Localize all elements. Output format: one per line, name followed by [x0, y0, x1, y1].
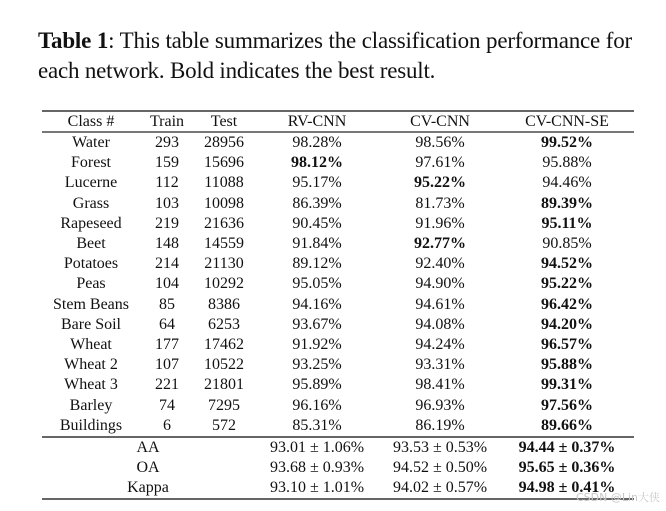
cv-cnn-cell: 94.02 ± 0.57%: [392, 479, 488, 497]
header-cv-cnn-se: CV-CNN-SE: [525, 113, 609, 130]
cv-cnn-cell: 93.53 ± 0.53%: [392, 438, 488, 456]
cv-cnn-cell: 95.22%: [414, 174, 466, 192]
rv-cnn-cell: 86.39%: [292, 194, 342, 212]
cv-cnn-se-cell: 89.39%: [541, 194, 593, 212]
cv-cnn-se-cell: 89.66%: [541, 416, 593, 434]
test-cell: 28956: [204, 134, 244, 152]
test-cell: 15696: [204, 154, 244, 172]
cv-cnn-se-cell: 99.52%: [541, 134, 593, 152]
results-table: [42, 110, 634, 500]
header-class: Class #: [67, 113, 115, 130]
table-row: [42, 355, 634, 375]
class-cell: Bare Soil: [61, 315, 121, 333]
cv-cnn-se-cell: 94.20%: [541, 315, 593, 333]
class-cell: Wheat 3: [64, 376, 118, 394]
summary-row: [42, 437, 634, 458]
table-row: [42, 295, 634, 315]
test-cell: 8386: [208, 295, 240, 313]
rv-cnn-cell: 93.01 ± 1.06%: [269, 438, 365, 456]
rv-cnn-cell: 91.84%: [292, 235, 342, 253]
train-cell: 221: [155, 376, 179, 394]
table-row: [42, 375, 634, 395]
class-cell: Barley: [69, 396, 113, 414]
cv-cnn-se-cell: 90.85%: [542, 235, 592, 253]
cv-cnn-cell: 96.93%: [415, 396, 465, 414]
table-row: [42, 274, 634, 294]
cv-cnn-se-cell: 95.65 ± 0.36%: [518, 459, 616, 477]
test-cell: 14559: [204, 235, 244, 253]
watermark: CSDN @Lin大侠: [575, 491, 660, 504]
train-cell: 293: [155, 134, 179, 152]
cv-cnn-se-cell: 96.57%: [541, 335, 593, 353]
cv-cnn-se-cell: 96.42%: [541, 295, 593, 313]
class-rows: [42, 132, 634, 437]
cv-cnn-cell: 86.19%: [415, 416, 465, 434]
rv-cnn-cell: 98.28%: [292, 134, 342, 152]
cv-cnn-se-cell: 94.98 ± 0.41%: [518, 479, 616, 497]
class-cell: Grass: [72, 194, 110, 212]
table-caption: [38, 26, 632, 86]
table-row: [42, 395, 634, 415]
cv-cnn-se-cell: 99.31%: [541, 376, 593, 394]
rv-cnn-cell: 93.10 ± 1.01%: [269, 479, 365, 497]
rv-cnn-cell: 85.31%: [292, 416, 342, 434]
table-row: [42, 173, 634, 193]
train-cell: 112: [155, 174, 179, 192]
class-cell: Lucerne: [64, 174, 118, 192]
test-cell: 11088: [204, 174, 244, 192]
rv-cnn-cell: 90.45%: [292, 214, 342, 232]
train-cell: 177: [155, 335, 179, 353]
summary-rows: [42, 437, 634, 500]
cv-cnn-se-cell: 94.52%: [541, 255, 593, 273]
header-row: [42, 111, 634, 132]
metric-cell: AA: [136, 438, 160, 456]
caption-text: : This table summarizes the classification performance for each network. Bold indicates the best result.: [38, 28, 632, 83]
rv-cnn-cell: 93.25%: [292, 356, 342, 374]
test-cell: 17462: [204, 335, 244, 353]
train-cell: 6: [163, 416, 171, 434]
class-cell: Forest: [71, 154, 111, 172]
train-cell: 148: [155, 235, 179, 253]
rv-cnn-cell: 96.16%: [292, 396, 342, 414]
class-cell: Buildings: [59, 416, 123, 434]
header-test: Test: [210, 113, 238, 130]
cv-cnn-cell: 94.61%: [415, 295, 465, 313]
test-cell: 21801: [204, 376, 244, 394]
table-row: [42, 194, 634, 214]
class-cell: Wheat: [70, 335, 112, 353]
cv-cnn-se-cell: 94.46%: [542, 174, 592, 192]
cv-cnn-se-cell: 97.56%: [541, 396, 593, 414]
cv-cnn-cell: 94.24%: [415, 335, 465, 353]
rv-cnn-cell: 93.68 ± 0.93%: [269, 459, 365, 477]
class-cell: Rapeseed: [60, 214, 122, 232]
train-cell: 214: [155, 255, 179, 273]
test-cell: 7295: [208, 396, 240, 414]
table-row: [42, 132, 634, 153]
rv-cnn-cell: 98.12%: [291, 154, 343, 172]
test-cell: 10098: [204, 194, 244, 212]
train-cell: 219: [155, 214, 179, 232]
train-cell: 64: [159, 315, 175, 333]
cv-cnn-cell: 97.61%: [415, 154, 465, 172]
cv-cnn-cell: 92.77%: [414, 235, 466, 253]
cv-cnn-se-cell: 95.22%: [541, 275, 593, 293]
cv-cnn-cell: 92.40%: [415, 255, 465, 273]
cv-cnn-cell: 94.52 ± 0.50%: [392, 459, 488, 477]
table-row: [42, 153, 634, 173]
test-cell: 21130: [204, 255, 244, 273]
cv-cnn-se-cell: 95.11%: [541, 214, 593, 232]
rv-cnn-cell: 95.17%: [292, 174, 342, 192]
class-cell: Beet: [76, 235, 106, 253]
table-row: [42, 254, 634, 274]
train-cell: 107: [155, 356, 179, 374]
test-cell: 10292: [204, 275, 244, 293]
cv-cnn-cell: 98.41%: [415, 376, 465, 394]
cv-cnn-se-cell: 94.44 ± 0.37%: [518, 438, 616, 456]
rv-cnn-cell: 94.16%: [292, 295, 342, 313]
test-cell: 10522: [204, 356, 244, 374]
class-cell: Water: [72, 134, 110, 152]
rv-cnn-cell: 91.92%: [292, 335, 342, 353]
train-cell: 85: [159, 295, 175, 313]
rv-cnn-cell: 93.67%: [292, 315, 342, 333]
cv-cnn-cell: 98.56%: [415, 134, 465, 152]
cv-cnn-se-cell: 95.88%: [542, 154, 592, 172]
cv-cnn-cell: 94.90%: [415, 275, 465, 293]
test-cell: 572: [212, 416, 236, 434]
table-row: [42, 315, 634, 335]
test-cell: 21636: [204, 214, 244, 232]
table-row: [42, 335, 634, 355]
test-cell: 6253: [208, 315, 240, 333]
header-rv-cnn: RV-CNN: [287, 113, 347, 130]
caption-label: Table 1: [38, 28, 109, 53]
rv-cnn-cell: 89.12%: [292, 255, 342, 273]
metric-cell: OA: [136, 459, 160, 477]
cv-cnn-cell: 94.08%: [415, 315, 465, 333]
class-cell: Peas: [76, 275, 106, 293]
cv-cnn-cell: 93.31%: [415, 356, 465, 374]
cv-cnn-se-cell: 95.88%: [541, 356, 593, 374]
summary-row: [42, 458, 634, 478]
rv-cnn-cell: 95.05%: [292, 275, 342, 293]
table-row: [42, 416, 634, 437]
train-cell: 74: [159, 396, 175, 414]
class-cell: Potatoes: [63, 255, 119, 273]
cv-cnn-cell: 91.96%: [415, 214, 465, 232]
cv-cnn-cell: 81.73%: [415, 194, 465, 212]
header-cv-cnn: CV-CNN: [410, 113, 470, 130]
rv-cnn-cell: 95.89%: [292, 376, 342, 394]
metric-cell: Kappa: [127, 479, 169, 497]
class-cell: Wheat 2: [64, 356, 118, 374]
table-row: [42, 234, 634, 254]
summary-row: [42, 478, 634, 499]
train-cell: 159: [155, 154, 179, 172]
train-cell: 104: [155, 275, 179, 293]
class-cell: Stem Beans: [53, 295, 129, 313]
header-train: Train: [149, 113, 185, 130]
train-cell: 103: [155, 194, 179, 212]
table-row: [42, 214, 634, 234]
